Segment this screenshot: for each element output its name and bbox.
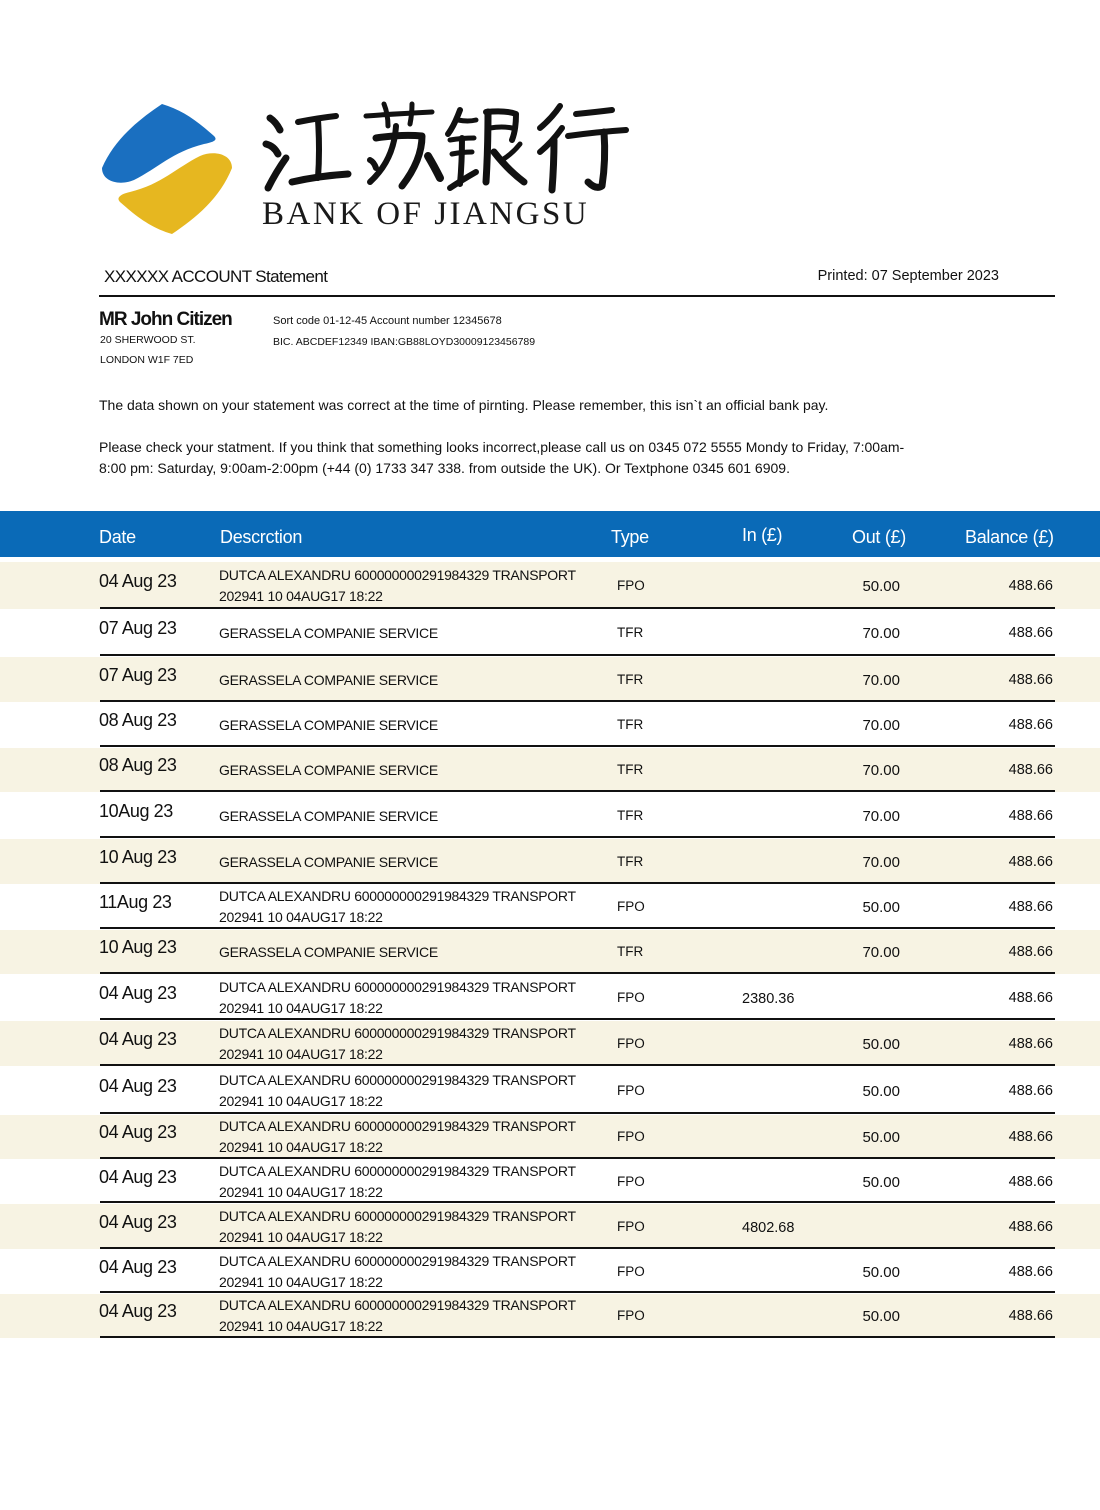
row-balance: 488.66 [1008, 1173, 1053, 1190]
row-balance: 488.66 [1008, 625, 1053, 641]
row-description-line1: GERASSELA COMPANIE SERVICE [219, 944, 438, 960]
row-date: 04 Aug 23 [99, 570, 177, 591]
row-description-line2: 202941 10 04AUG17 18:22 [219, 1318, 383, 1334]
row-amount-out: 50.00 [862, 1129, 900, 1146]
customer-name: MR John Citizen [99, 309, 232, 330]
row-amount-out: 70.00 [862, 625, 900, 642]
row-description-line2: 202941 10 04AUG17 18:22 [219, 1183, 383, 1200]
row-description [219, 623, 438, 644]
row-type: FPO [617, 1308, 645, 1323]
row-description-line2: 202941 10 04AUG17 18:22 [219, 1228, 383, 1245]
row-date: 08 Aug 23 [99, 755, 177, 775]
row-type: FPO [617, 1263, 645, 1279]
row-balance: 488.66 [1008, 899, 1053, 915]
table-row [0, 1204, 1100, 1249]
statement-title: XXXXXX ACCOUNT Statement [104, 267, 328, 286]
row-divider [100, 1247, 1055, 1249]
row-amount-out: 70.00 [862, 944, 900, 961]
row-description [219, 715, 438, 736]
row-description-line1: DUTCA ALEXANDRU 600000000291984329 TRANSPORT [219, 978, 576, 995]
bank-logo-icon [100, 102, 234, 236]
row-amount-in: 2380.36 [742, 990, 795, 1007]
table-row [0, 1115, 1100, 1159]
bank-name-chinese-calligraphy [262, 100, 632, 195]
row-date: 04 Aug 23 [99, 1122, 177, 1142]
row-description-line1: DUTCA ALEXANDRU 600000000291984329 TRANSPORT [219, 566, 576, 583]
row-description-line2: 202941 10 04AUG17 18:22 [219, 1092, 383, 1109]
row-description [219, 942, 438, 963]
row-type: TFR [617, 671, 644, 687]
row-description-line1: DUTCA ALEXANDRU 600000000291984329 TRANSPORT [219, 1252, 576, 1269]
row-amount-out: 50.00 [862, 1308, 900, 1325]
row-date: 11Aug 23 [99, 892, 172, 912]
row-description-line2: 202941 10 04AUG17 18:22 [219, 1273, 383, 1290]
header-divider [99, 295, 1055, 297]
table-row [0, 1160, 1100, 1203]
table-row [0, 748, 1100, 792]
row-description-line1: DUTCA ALEXANDRU 600000000291984329 TRANSPORT [219, 1071, 576, 1088]
row-type: FPO [617, 989, 645, 1005]
row-date: 08 Aug 23 [99, 710, 177, 730]
customer-address-line1: 20 SHERWOOD ST. [100, 334, 196, 346]
row-balance: 488.66 [1008, 853, 1053, 870]
row-description-line1: DUTCA ALEXANDRU 600000000291984329 TRANSPORT [219, 1118, 576, 1134]
row-description-line2: 202941 10 04AUG17 18:22 [219, 999, 383, 1016]
notice-contact-line2: 8:00 pm: Saturday, 9:00am-2:00pm (+44 (0) 1733 347 338. from outside the UK). Or Textphone 0345 601 6909. [99, 460, 790, 476]
row-description-line1: GERASSELA COMPANIE SERVICE [219, 762, 438, 778]
row-amount-out: 50.00 [862, 577, 900, 595]
row-date: 04 Aug 23 [99, 1075, 177, 1096]
row-date: 07 Aug 23 [99, 618, 177, 638]
row-type: TFR [617, 853, 644, 869]
row-divider [100, 1157, 1055, 1159]
row-balance: 488.66 [1008, 989, 1053, 1006]
row-description [219, 977, 576, 1019]
row-date: 04 Aug 23 [99, 1301, 177, 1321]
row-date: 04 Aug 23 [99, 1028, 177, 1049]
row-amount-in: 4802.68 [742, 1219, 795, 1236]
row-divider [100, 836, 1055, 838]
row-description [219, 886, 576, 928]
row-amount-out: 50.00 [862, 1173, 900, 1191]
row-description [219, 1206, 576, 1248]
row-type: FPO [617, 1129, 645, 1144]
row-balance: 488.66 [1008, 944, 1053, 960]
table-row [0, 975, 1100, 1020]
row-description [219, 1023, 576, 1065]
row-type: FPO [617, 577, 645, 593]
column-header-in: In (£) [742, 525, 783, 545]
row-balance: 488.66 [1008, 671, 1053, 688]
table-row [0, 562, 1100, 609]
row-date: 04 Aug 23 [99, 1211, 177, 1232]
table-row [0, 657, 1100, 702]
row-type: FPO [617, 1218, 645, 1234]
table-row [0, 1250, 1100, 1293]
row-divider [100, 790, 1055, 792]
row-balance: 488.66 [1008, 1129, 1053, 1145]
row-type: TFR [617, 807, 644, 823]
table-row [0, 703, 1100, 747]
row-amount-out: 50.00 [862, 1263, 900, 1281]
row-description [219, 806, 438, 827]
row-divider [100, 1201, 1055, 1203]
row-divider [100, 1336, 1055, 1338]
notice-accuracy: The data shown on your statement was correct at the time of pirnting. Please remember, this isn`t an official bank pay. [99, 397, 829, 413]
row-description-line2: 202941 10 04AUG17 18:22 [219, 1045, 383, 1062]
row-amount-out: 70.00 [862, 807, 900, 825]
row-amount-out: 70.00 [862, 671, 900, 689]
row-date: 10 Aug 23 [99, 846, 177, 867]
row-divider [100, 1112, 1055, 1114]
row-description-line1: GERASSELA COMPANIE SERVICE [219, 625, 438, 641]
table-row [0, 610, 1100, 656]
row-description [219, 1295, 576, 1337]
row-balance: 488.66 [1008, 807, 1053, 824]
row-description-line1: DUTCA ALEXANDRU 600000000291984329 TRANSPORT [219, 1162, 576, 1179]
printed-date: Printed: 07 September 2023 [817, 268, 999, 284]
row-divider [100, 700, 1055, 702]
row-type: FPO [617, 1035, 645, 1051]
table-row [0, 839, 1100, 884]
transactions-table-header [0, 511, 1100, 557]
row-balance: 488.66 [1008, 577, 1053, 594]
customer-address-line2: LONDON W1F 7ED [100, 354, 194, 366]
column-header-description: Descrction [220, 527, 303, 547]
row-description-line1: GERASSELA COMPANIE SERVICE [219, 717, 438, 733]
column-header-date: Date [99, 527, 136, 547]
row-divider [100, 927, 1055, 929]
row-balance: 488.66 [1008, 1308, 1053, 1324]
row-amount-out: 50.00 [862, 899, 900, 916]
table-row [0, 1021, 1100, 1066]
row-balance: 488.66 [1008, 1218, 1053, 1235]
account-bic-iban: BIC. ABCDEF12349 IBAN:GB88LOYD30009123456789 [273, 336, 536, 348]
row-description [219, 1251, 576, 1293]
column-header-type: Type [611, 527, 649, 547]
notice-contact [99, 437, 904, 479]
row-description [219, 670, 438, 691]
row-divider [100, 1064, 1055, 1066]
row-description-line1: DUTCA ALEXANDRU 600000000291984329 TRANSPORT [219, 1207, 576, 1224]
bank-name-english: BANK OF JIANGSU [262, 196, 590, 232]
notice-contact-line1: Please check your statment. If you think that something looks incorrect,please call us on 0345 072 5555 Mondy to Friday, 7:00am- [99, 439, 905, 455]
row-description-line1: GERASSELA COMPANIE SERVICE [219, 853, 438, 870]
account-sort-code-number: Sort code 01-12-45 Account number 12345678 [273, 315, 502, 327]
row-type: FPO [617, 899, 645, 914]
row-description-line1: DUTCA ALEXANDRU 600000000291984329 TRANSPORT [219, 1024, 576, 1041]
row-date: 04 Aug 23 [99, 1166, 177, 1187]
table-row [0, 930, 1100, 974]
table-row [0, 1294, 1100, 1338]
row-date: 10Aug 23 [99, 800, 173, 821]
row-balance: 488.66 [1008, 762, 1053, 778]
row-description [219, 852, 438, 873]
row-description [219, 760, 438, 781]
row-description [219, 1161, 576, 1203]
row-balance: 488.66 [1008, 1082, 1053, 1099]
row-divider [100, 1291, 1055, 1293]
row-type: TFR [617, 762, 644, 777]
row-amount-out: 70.00 [862, 853, 900, 871]
table-row [0, 793, 1100, 838]
table-row [0, 885, 1100, 929]
row-date: 04 Aug 23 [99, 982, 177, 1003]
row-amount-out: 50.00 [862, 1082, 900, 1100]
row-balance: 488.66 [1008, 717, 1053, 733]
row-divider [100, 745, 1055, 747]
row-divider [100, 1018, 1055, 1020]
row-type: FPO [617, 1082, 645, 1098]
row-type: TFR [617, 625, 644, 640]
row-amount-out: 70.00 [862, 762, 900, 779]
row-description-line1: GERASSELA COMPANIE SERVICE [219, 807, 438, 824]
row-description-line2: 202941 10 04AUG17 18:22 [219, 909, 383, 925]
row-amount-out: 70.00 [862, 717, 900, 734]
row-description [219, 565, 576, 607]
column-header-out: Out (£) [852, 527, 906, 547]
row-type: TFR [617, 944, 644, 959]
table-row [0, 1067, 1100, 1114]
row-amount-out: 50.00 [862, 1035, 900, 1053]
row-description-line1: GERASSELA COMPANIE SERVICE [219, 671, 438, 688]
row-description-line2: 202941 10 04AUG17 18:22 [219, 1139, 383, 1155]
row-description-line1: DUTCA ALEXANDRU 600000000291984329 TRANSPORT [219, 1297, 576, 1313]
row-description [219, 1070, 576, 1112]
column-header-balance: Balance (£) [965, 527, 1054, 547]
row-divider [100, 882, 1055, 884]
row-date: 04 Aug 23 [99, 1256, 177, 1277]
row-type: FPO [617, 1173, 645, 1189]
row-date: 07 Aug 23 [99, 664, 177, 685]
row-divider [100, 607, 1055, 609]
row-divider [100, 972, 1055, 974]
row-balance: 488.66 [1008, 1035, 1053, 1052]
row-description-line1: DUTCA ALEXANDRU 600000000291984329 TRANSPORT [219, 888, 576, 904]
row-date: 10 Aug 23 [99, 937, 177, 957]
row-description-line2: 202941 10 04AUG17 18:22 [219, 587, 383, 604]
row-balance: 488.66 [1008, 1263, 1053, 1280]
row-divider [100, 654, 1055, 656]
row-type: TFR [617, 717, 644, 732]
row-description [219, 1116, 576, 1158]
